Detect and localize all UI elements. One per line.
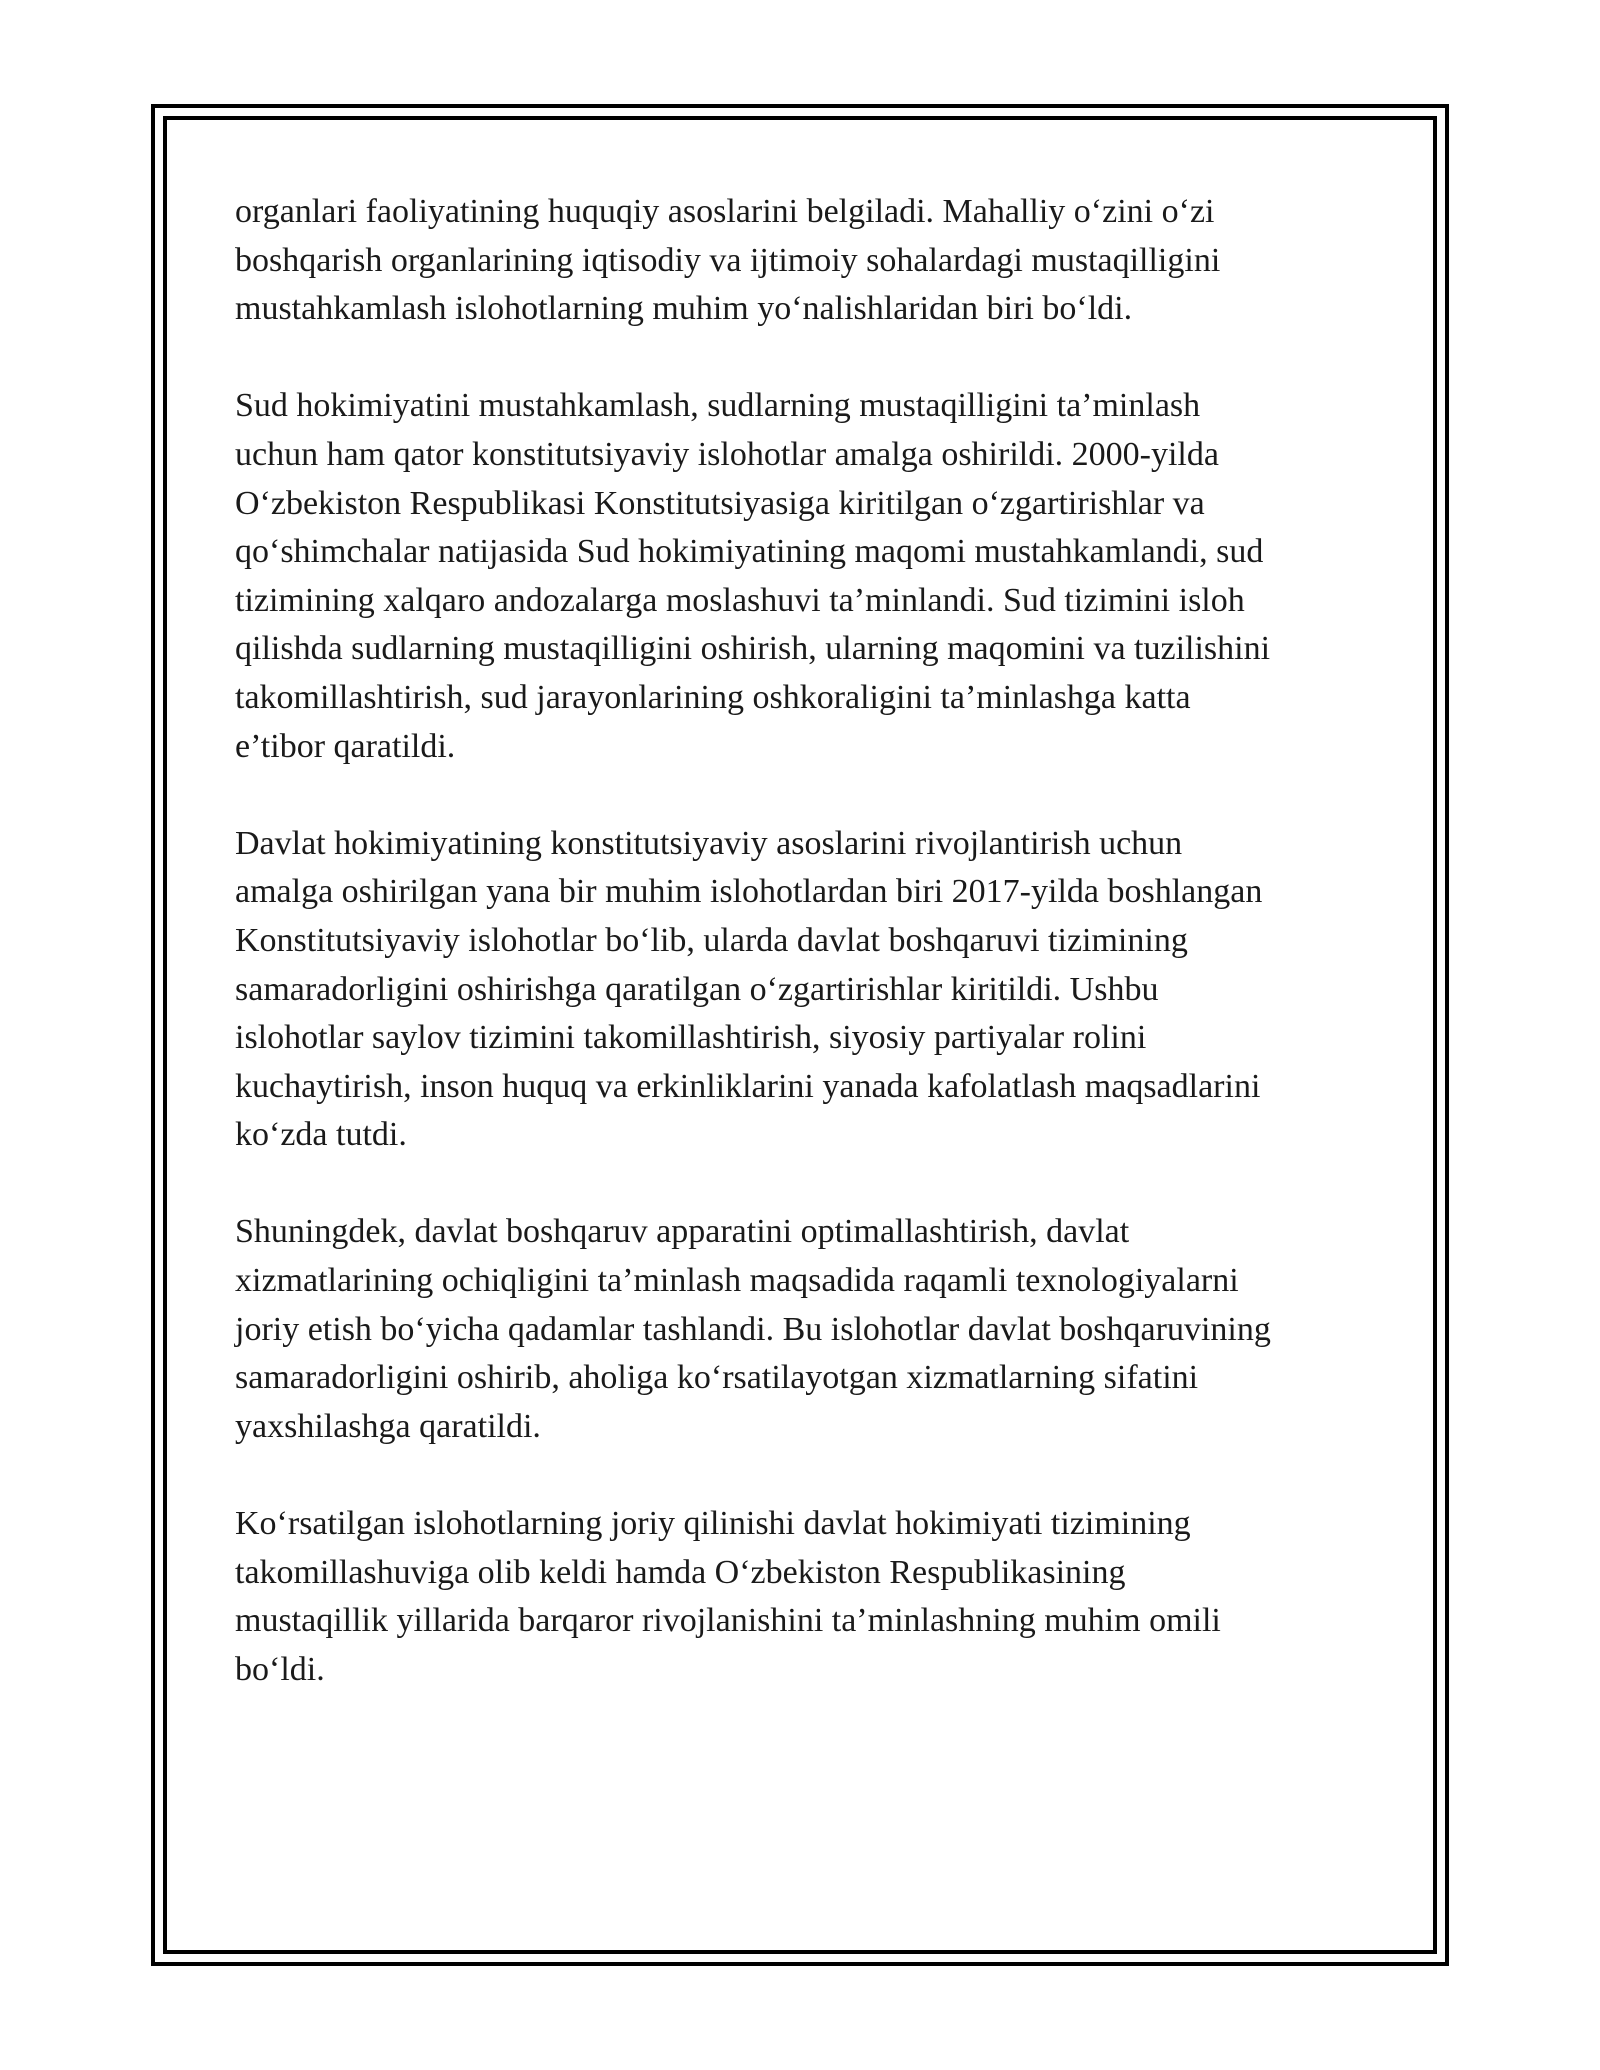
text-line: islohotlar saylov tizimini takomillashtirish, siyosiy partiyalar rolini: [235, 1019, 1147, 1057]
text-line: yaxshilashga qaratildi.: [235, 1407, 541, 1445]
text-line: O‘zbekiston Respublikasi Konstitutsiyasiga kiritilgan o‘zgartirishlar va: [235, 484, 1205, 522]
text-line: mustaqillik yillarida barqaror rivojlanishini ta’minlashning muhim omili: [235, 1602, 1221, 1640]
text-line: amalga oshirilgan yana bir muhim islohotlardan biri 2017-yilda boshlangan: [235, 873, 1263, 911]
text-line: Ko‘rsatilgan islohotlarning joriy qilinishi davlat hokimiyati tizimining: [235, 1505, 1191, 1543]
text-line: takomillashtirish, sud jarayonlarining oshkoraligini ta’minlashga katta: [235, 678, 1191, 716]
text-line: samaradorligini oshirib, aholiga ko‘rsatilayotgan xizmatlarning sifatini: [235, 1359, 1199, 1397]
text-line: ko‘zda tutdi.: [235, 1116, 407, 1154]
document-body: [235, 188, 1365, 1743]
text-line: e’tibor qaratildi.: [235, 727, 456, 765]
text-line: uchun ham qator konstitutsiyaviy islohotlar amalga oshirildi. 2000-yilda: [235, 435, 1219, 473]
paragraph-5: [235, 1500, 1365, 1694]
paragraph-1: [235, 188, 1365, 334]
paragraph-2: [235, 382, 1365, 771]
paragraph-4: [235, 1208, 1365, 1451]
text-line: joriy etish bo‘yicha qadamlar tashlandi. Bu islohotlar davlat boshqaruvining: [235, 1310, 1271, 1348]
text-line: qilishda sudlarning mustaqilligini oshirish, ularning maqomini va tuzilishini: [235, 630, 1271, 668]
text-line: Davlat hokimiyatining konstitutsiyaviy asoslarini rivojlantirish uchun: [235, 824, 1183, 862]
text-line: kuchaytirish, inson huquq va erkinliklarini yanada kafolatlash maqsadlarini: [235, 1067, 1261, 1105]
text-line: tizimining xalqaro andozalarga moslashuvi ta’minlandi. Sud tizimini isloh: [235, 581, 1245, 619]
text-line: qo‘shimchalar natijasida Sud hokimiyatining maqomi mustahkamlandi, sud: [235, 533, 1264, 571]
text-line: xizmatlarining ochiqligini ta’minlash maqsadida raqamli texnologiyalarni: [235, 1262, 1239, 1300]
text-line: Shuningdek, davlat boshqaruv apparatini optimallashtirish, davlat: [235, 1213, 1130, 1251]
paragraph-3: [235, 820, 1365, 1160]
text-line: Sud hokimiyatini mustahkamlash, sudlarning mustaqilligini ta’minlash: [235, 387, 1201, 425]
text-line: samaradorligini oshirishga qaratilgan o‘zgartirishlar kiritildi. Ushbu: [235, 970, 1159, 1008]
text-line: organlari faoliyatining huquqiy asoslarini belgiladi. Mahalliy o‘zini o‘zi: [235, 193, 1215, 230]
text-line: boshqarish organlarining iqtisodiy va ijtimoiy sohalardagi mustaqilligini: [235, 241, 1221, 279]
text-line: mustahkamlash islohotlarning muhim yo‘nalishlaridan biri bo‘ldi.: [235, 290, 1133, 328]
text-line: Konstitutsiyaviy islohotlar bo‘lib, ularda davlat boshqaruvi tizimining: [235, 921, 1188, 959]
text-line: takomillashuviga olib keldi hamda O‘zbekiston Respublikasining: [235, 1553, 1126, 1591]
text-line: bo‘ldi.: [235, 1650, 325, 1688]
